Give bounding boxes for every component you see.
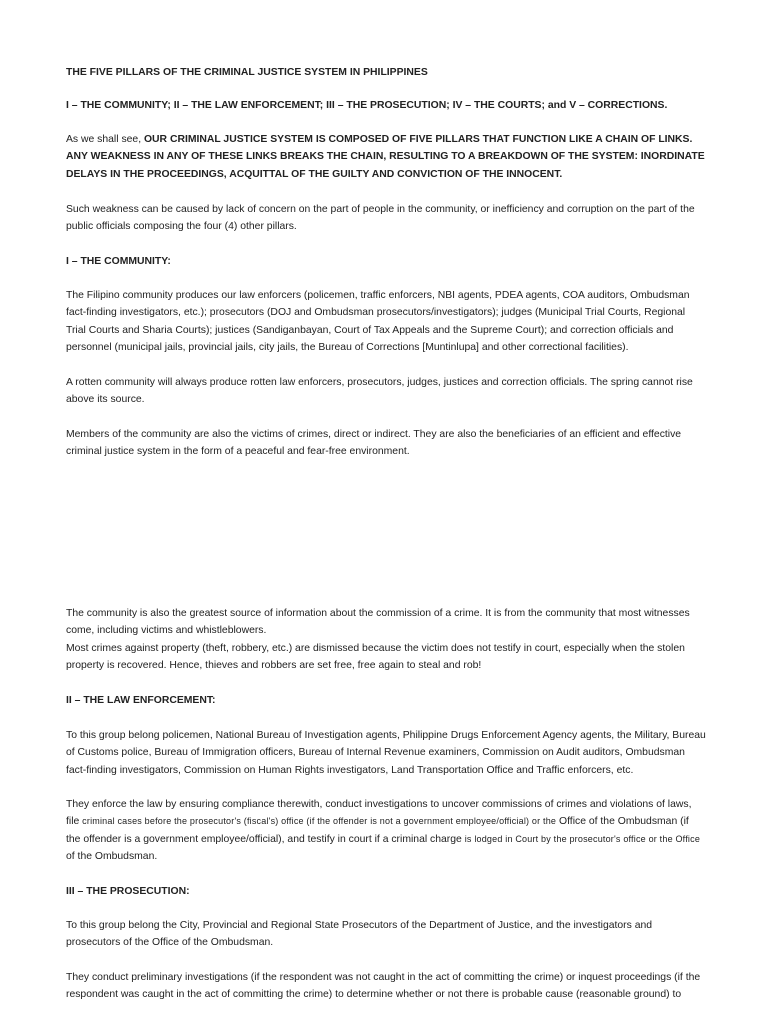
section1-paragraph-3: Members of the community are also the victims of crimes, direct or indirect. They are also the beneficiaries of an efficient and effective criminal justice system in the form of a peaceful and fear-free environment.	[66, 429, 682, 458]
section2-p2-part-b: criminal cases before the prosecutor's (fiscal's) office (if the offender is not a government employee/official) or the	[82, 816, 557, 827]
section1-paragraph-1: The Filipino community produces our law enforcers (policemen, traffic enforcers, NBI agents, PDEA agents, COA auditors, Ombudsman fact-finding investigators, etc.); prosecutors (DOJ and Ombudsman prosecutors/investigators); judges (Municipal Trial Courts, Regional Trial Courts and Sharia Courts); justices (Sandiganbayan, Court of Tax Appeals and the Supreme Court); and correction officials and personnel (municipal jails, provincial jails, city jails, the Bureau of Corrections [Muntinlupa] and other correctional facilities).	[66, 290, 690, 354]
section3-paragraph-2: They conduct preliminary investigations (if the respondent was not caught in the act of committing the crime) or inquest proceedings (if the respondent was caught in the act of committing the crime) to determine whether or not there is probable cause (reasonable ground) to	[66, 972, 701, 1001]
section2-paragraph-2	[66, 796, 706, 866]
section2-heading: II – THE LAW ENFORCEMENT:	[66, 695, 216, 706]
section1-paragraph-4b: Most crimes against property (theft, robbery, etc.) are dismissed because the victim does not testify in court, especially when the stolen property is recovered. Hence, thieves and robbers are set free, free again to steal and rob!	[66, 642, 685, 672]
section3-paragraph-1: To this group belong the City, Provincial and Regional State Prosecutors of the Department of Justice, and the investigators and prosecutors of the Office of the Ombudsman.	[66, 920, 653, 949]
section1-heading: I – THE COMMUNITY:	[66, 256, 171, 267]
section2-p2-part-d: is lodged in Court by the prosecutor's office or the Office	[464, 833, 701, 844]
intro-lead: As we shall see,	[66, 134, 144, 145]
section1-paragraph-2: A rotten community will always produce rotten law enforcers, prosecutors, judges, justices and correction officials. The spring cannot rise above its source.	[66, 377, 693, 406]
section1-paragraph-4a: The community is also the greatest source of information about the commission of a crime. It is from the community that most witnesses come, including victims and whistleblowers.	[66, 608, 690, 637]
weakness-paragraph: Such weakness can be caused by lack of concern on the part of people in the community, or inefficiency and corruption on the part of the public officials composing the four (4) other pillars.	[66, 204, 695, 233]
section3-heading: III – THE PROSECUTION:	[66, 886, 190, 897]
document-title: THE FIVE PILLARS OF THE CRIMINAL JUSTICE SYSTEM IN PHILIPPINES	[66, 67, 428, 78]
section2-p2-part-a: They enforce the law by ensuring compliance therewith, conduct investigations to uncover commissions of crimes and violations of laws, file	[66, 799, 692, 828]
section2-p2-part-c: Office of the Ombudsman (if the offender is a government employee/official), and testify in court if a criminal charge	[66, 816, 689, 845]
section2-p2-part-e: of the Ombudsman.	[66, 851, 158, 863]
section2-paragraph-1: To this group belong policemen, National Bureau of Investigation agents, Philippine Drugs Enforcement Agency agents, the Military, Bureau of Customs police, Bureau of Immigration officers, Bureau of Internal Revenue examiners, Commission on Audit auditors, Ombudsman fact-finding investigators, Commission on Human Rights investigators, Land Transportation Office and Traffic enforcers, etc.	[66, 730, 706, 776]
intro-bold: OUR CRIMINAL JUSTICE SYSTEM IS COMPOSED OF FIVE PILLARS THAT FUNCTION LIKE A CHAIN OF LINKS. ANY WEAKNESS IN ANY OF THESE LINKS BREAKS THE CHAIN, RESULTING TO A BREAKDOWN OF THE SYSTEM: INORDINATE DELAYS IN THE PROCEEDINGS, ACQUITTAL OF THE GUILTY AND CONVICTION OF THE INNOCENT.	[66, 134, 705, 180]
intro-paragraph	[66, 131, 706, 183]
pillars-line: I – THE COMMUNITY; II – THE LAW ENFORCEMENT; III – THE PROSECUTION; IV – THE COURTS; and V – CORRECTIONS.	[66, 100, 668, 111]
section1-paragraph-4	[66, 605, 706, 675]
